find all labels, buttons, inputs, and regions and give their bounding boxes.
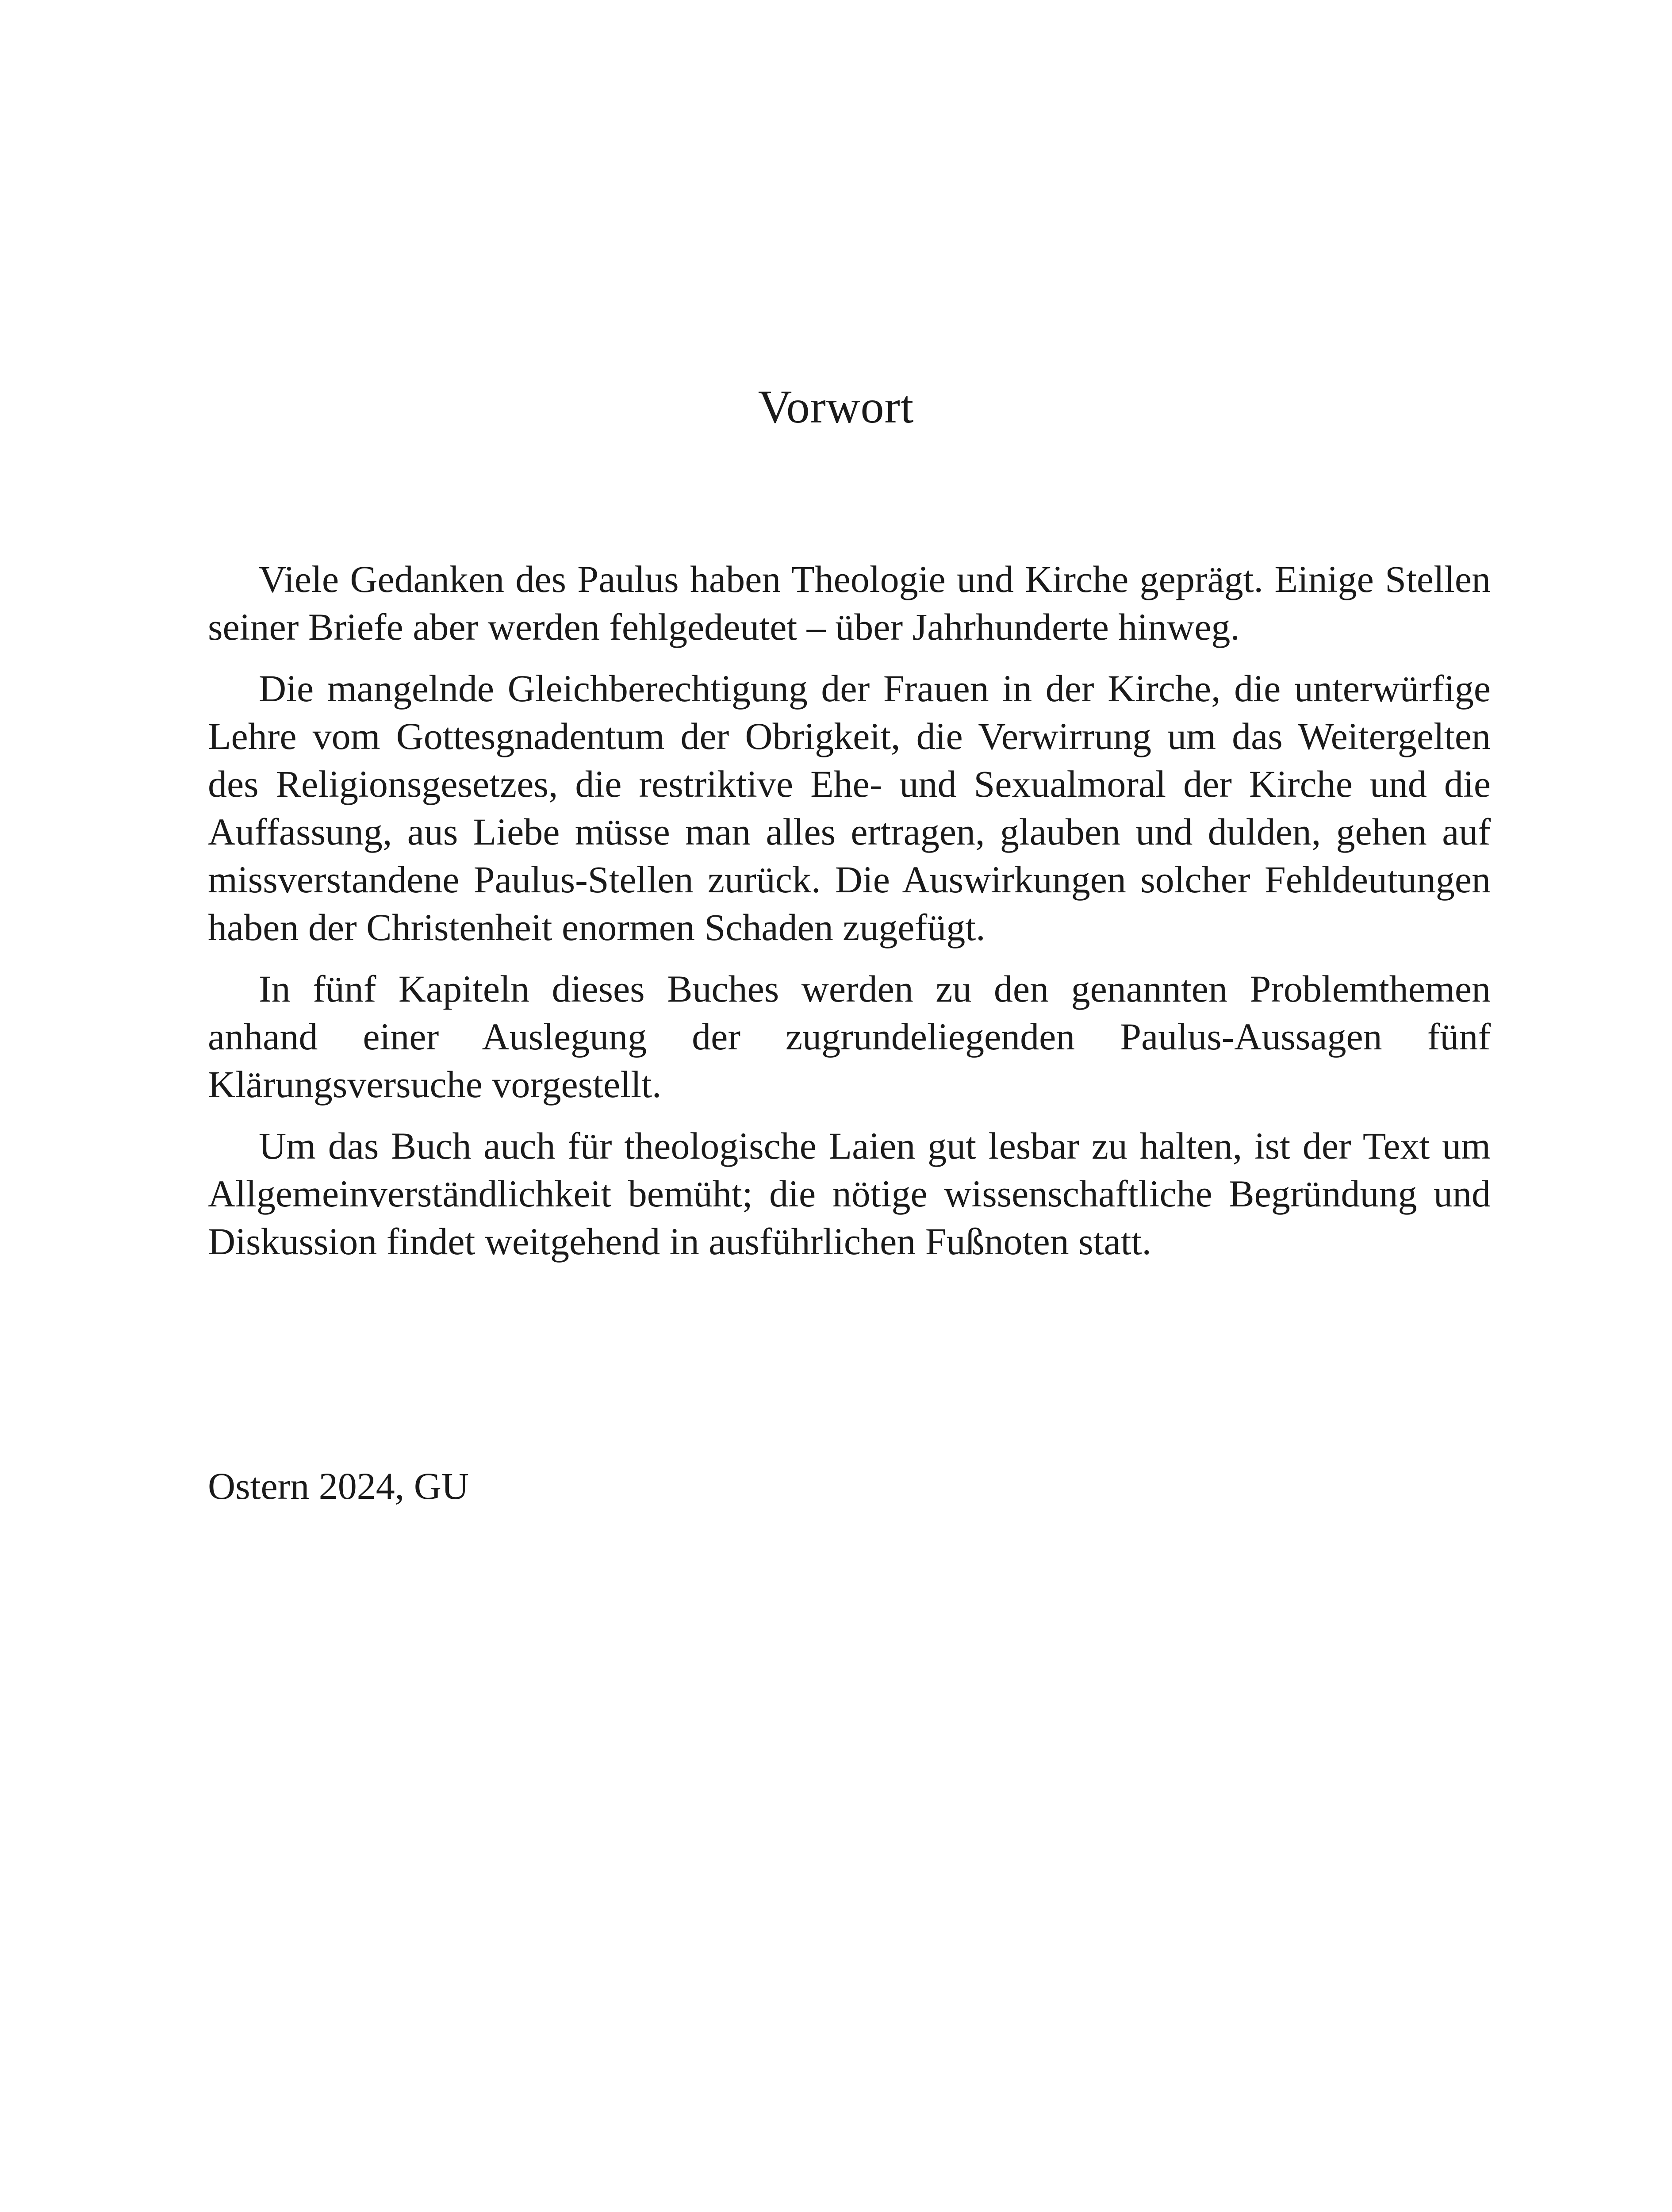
paragraph-4: Um das Buch auch für theologische Laien gut lesbar zu halten, ist der Text um Allgemeinverständlichkeit bemüht; die nötige wissenschaftliche Begründung und Diskussion findet weitgehend in ausführlichen Fußnoten statt. [208,1125,1491,1263]
signature-line: Ostern 2024, GU [208,1465,469,1507]
paragraph-2: Die mangelnde Gleichberechtigung der Frauen in der Kirche, die unterwürfige Lehre vom Gottesgnadentum der Obrigkeit, die Verwirrung um das Weitergelten des Religionsgesetzes, die restriktive Ehe- und Sexualmoral der Kirche und die Auffassung, aus Liebe müsse man alles ertragen, glauben und dulden, gehen auf missverstandene Paulus-Stellen zurück. Die Auswirkungen solcher Fehldeutungen haben der Christenheit enormen Schaden zugefügt. [208,667,1491,949]
paragraph-3: In fünf Kapiteln dieses Buches werden zu den genannten Problemthemen anhand einer Auslegung der zugrundeliegenden Paulus-Aussagen fünf Klärungsversuche vorgestellt. [208,968,1491,1106]
paragraph-1: Viele Gedanken des Paulus haben Theologie und Kirche geprägt. Einige Stellen seiner Briefe aber werden fehlgedeutet – über Jahrhunderte hinweg. [208,558,1491,648]
preface-body [208,555,1491,1279]
page-title: Vorwort [758,381,914,433]
